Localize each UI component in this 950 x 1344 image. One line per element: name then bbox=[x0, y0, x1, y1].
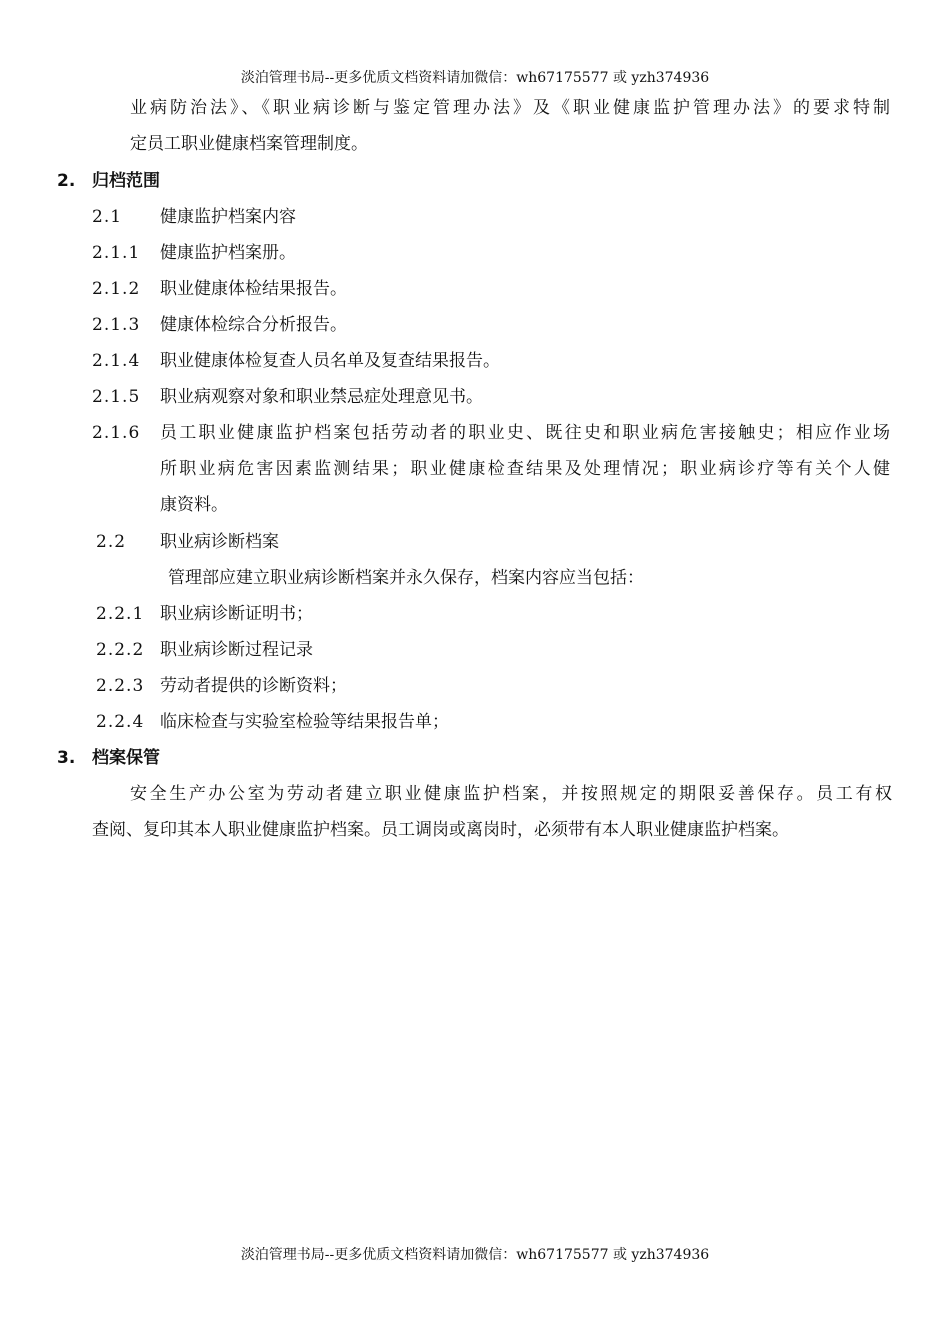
list-item-text: 劳动者提供的诊断资料； bbox=[160, 676, 347, 696]
list-item-text-line-1: 员工职业健康监护档案包括劳动者的职业史、既往史和职业病危害接触史；相应作业场 bbox=[160, 423, 890, 443]
list-item-text: 职业病诊断过程记录 bbox=[160, 640, 313, 660]
list-item-number: 2.2.1 bbox=[96, 604, 145, 624]
subsection-2-2-number: 2.2 bbox=[96, 532, 127, 552]
subsection-2-2-title: 职业病诊断档案 bbox=[160, 532, 279, 552]
list-item-text: 临床检查与实验室检验等结果报告单； bbox=[160, 712, 449, 732]
list-item-number: 2.1.6 bbox=[92, 423, 141, 443]
list-item-number: 2.2.3 bbox=[96, 676, 145, 696]
list-item-text-line-3: 康资料。 bbox=[160, 495, 228, 515]
list-item-text: 健康体检综合分析报告。 bbox=[160, 315, 347, 335]
list-item-number: 2.1.5 bbox=[92, 387, 141, 407]
page-header: 淡泊管理书局--更多优质文档资料请加微信：wh67175577 或 yzh374936 bbox=[240, 70, 710, 86]
intro-line-2: 定员工职业健康档案管理制度。 bbox=[130, 134, 368, 154]
list-item-number: 2.1.4 bbox=[92, 351, 141, 371]
subsection-2-2-intro: 管理部应建立职业病诊断档案并永久保存，档案内容应当包括： bbox=[168, 568, 644, 588]
section-2-title: 归档范围 bbox=[92, 171, 160, 191]
list-item-number: 2.1.1 bbox=[92, 243, 141, 263]
list-item-text-line-2: 所职业病危害因素监测结果；职业健康检查结果及处理情况；职业病诊疗等有关个人健 bbox=[160, 459, 890, 479]
subsection-2-1-title: 健康监护档案内容 bbox=[160, 207, 296, 227]
section-3-title: 档案保管 bbox=[92, 748, 160, 768]
section-2-number: 2. bbox=[57, 171, 76, 191]
section-3-line-2: 查阅、复印其本人职业健康监护档案。员工调岗或离岗时，必须带有本人职业健康监护档案。 bbox=[92, 820, 789, 840]
list-item-text: 职业病观察对象和职业禁忌症处理意见书。 bbox=[160, 387, 483, 407]
list-item-number: 2.1.3 bbox=[92, 315, 141, 335]
section-3-line-1: 安全生产办公室为劳动者建立职业健康监护档案，并按照规定的期限妥善保存。员工有权 bbox=[130, 784, 892, 804]
list-item-text: 职业病诊断证明书； bbox=[160, 604, 313, 624]
intro-line-1: 业病防治法》、《职业病诊断与鉴定管理办法》及《职业健康监护管理办法》的要求特制 bbox=[130, 98, 890, 118]
subsection-2-1-number: 2.1 bbox=[92, 207, 123, 227]
list-item-text: 职业健康体检结果报告。 bbox=[160, 279, 347, 299]
list-item-text: 职业健康体检复查人员名单及复查结果报告。 bbox=[160, 351, 500, 371]
list-item-number: 2.1.2 bbox=[92, 279, 141, 299]
list-item-number: 2.2.2 bbox=[96, 640, 145, 660]
list-item-number: 2.2.4 bbox=[96, 712, 145, 732]
list-item-text: 健康监护档案册。 bbox=[160, 243, 296, 263]
page-footer: 淡泊管理书局--更多优质文档资料请加微信：wh67175577 或 yzh374936 bbox=[240, 1247, 710, 1263]
section-3-number: 3. bbox=[57, 748, 76, 768]
